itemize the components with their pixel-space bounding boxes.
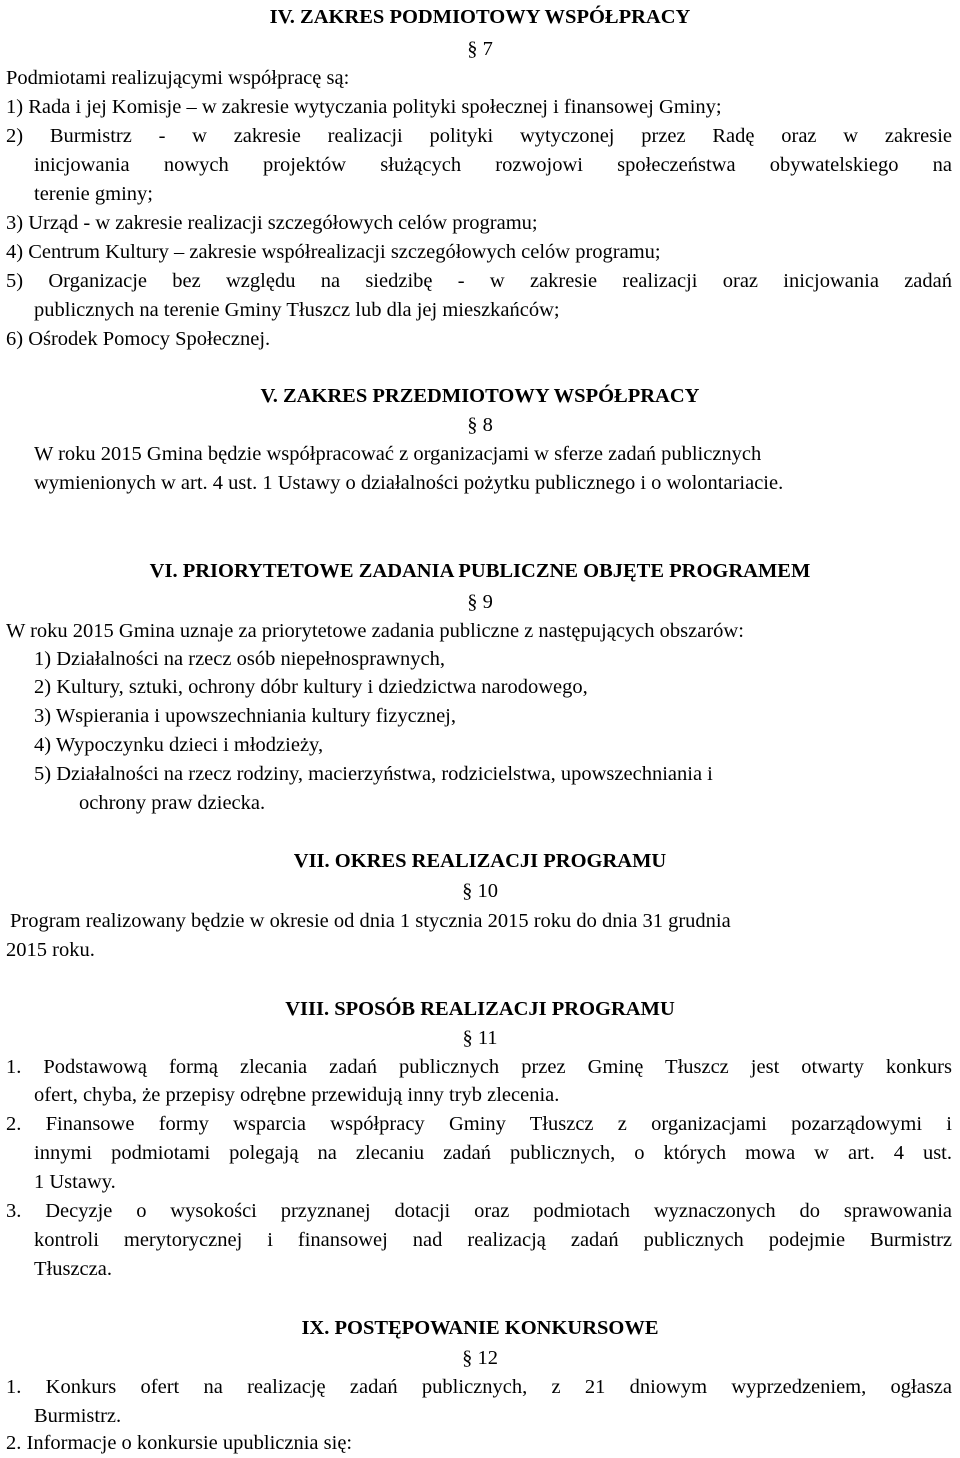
paragraph-9-number: § 9: [0, 588, 960, 617]
section-viii-text-line: 1 Ustawy.: [34, 1171, 116, 1193]
list-item-continuation: publicznych na terenie Gminy Tłuszcz lub dla jej mieszkańców;: [34, 299, 560, 321]
list-item-continuation: inicjowania nowych projektów służących rozwojowi społeczeństwa obywatelskiego na: [34, 154, 952, 176]
list-item: 1) Rada i jej Komisje – w zakresie wytyczania polityki społecznej i finansowej Gminy;: [6, 96, 722, 118]
section-vii-text-line: 2015 roku.: [6, 939, 95, 961]
section-viii-heading: VIII. SPOSÓB REALIZACJI PROGRAMU: [285, 998, 675, 1020]
paragraph-7-number: § 7: [0, 35, 960, 64]
list-item: 4) Centrum Kultury – zakresie współrealizacji szczegółowych celów programu;: [6, 241, 661, 263]
list-item: 1) Działalności na rzecz osób niepełnosprawnych,: [34, 648, 445, 670]
list-item: 6) Ośrodek Pomocy Społecznej.: [6, 328, 271, 350]
paragraph-12-number: § 12: [0, 1344, 960, 1373]
section-vi-intro: W roku 2015 Gmina uznaje za priorytetowe zadania publiczne z następujących obszarów:: [6, 620, 744, 642]
paragraph-10-number: § 10: [0, 877, 960, 906]
section-viii-text-line: 2. Finansowe formy wsparcia współpracy Gminy Tłuszcz z organizacjami pozarządowymi i: [6, 1113, 952, 1135]
section-iv-intro: Podmiotami realizującymi współpracę są:: [6, 67, 350, 89]
section-iv-heading: IV. ZAKRES PODMIOTOWY WSPÓŁPRACY: [269, 6, 691, 28]
section-viii-text-line: ofert, chyba, że przepisy odrębne przewidują inny tryb zlecenia.: [34, 1084, 560, 1106]
list-item: 2) Kultury, sztuki, ochrony dóbr kultury i dziedzictwa narodowego,: [34, 676, 588, 698]
section-v-text-line: W roku 2015 Gmina będzie współpracować z organizacjami w sferze zadań publicznych: [34, 443, 762, 465]
paragraph-11-number: § 11: [0, 1024, 960, 1053]
section-v-text-line: wymienionych w art. 4 ust. 1 Ustawy o działalności pożytku publicznego i o wolontariacie.: [34, 472, 784, 494]
section-vii-text-line: Program realizowany będzie w okresie od dnia 1 stycznia 2015 roku do dnia 31 grudnia: [10, 910, 731, 932]
section-ix-text-line: Burmistrz.: [34, 1405, 122, 1427]
list-item: 2) Burmistrz - w zakresie realizacji polityki wytyczonej przez Radę oraz w zakresie: [6, 125, 952, 147]
list-item-continuation: terenie gminy;: [34, 183, 153, 205]
section-vi-heading: VI. PRIORYTETOWE ZADANIA PUBLICZNE OBJĘTE PROGRAMEM: [149, 560, 811, 582]
list-item: 3) Wspierania i upowszechniania kultury fizycznej,: [34, 705, 456, 727]
list-item: 5) Organizacje bez względu na siedzibę - w zakresie realizacji oraz inicjowania zadań: [6, 270, 952, 292]
list-item-continuation: ochrony praw dziecka.: [79, 792, 266, 814]
section-ix-text-line: 1. Konkurs ofert na realizację zadań publicznych, z 21 dniowym wyprzedzeniem, ogłasza: [6, 1376, 952, 1398]
list-item: 3) Urząd - w zakresie realizacji szczegółowych celów programu;: [6, 212, 538, 234]
section-viii-text-line: 3. Decyzje o wysokości przyznanej dotacji oraz podmiotach wyznaczonych do sprawowania: [6, 1200, 952, 1222]
section-vii-heading: VII. OKRES REALIZACJI PROGRAMU: [293, 850, 667, 872]
section-v-heading: V. ZAKRES PRZEDMIOTOWY WSPÓŁPRACY: [260, 385, 700, 407]
section-viii-text-line: 1. Podstawową formą zlecania zadań publicznych przez Gminę Tłuszcz jest otwarty konkurs: [6, 1056, 952, 1078]
section-ix-text-line: 2. Informacje o konkursie upublicznia się:: [6, 1432, 353, 1454]
section-ix-heading: IX. POSTĘPOWANIE KONKURSOWE: [301, 1317, 659, 1339]
section-viii-text-line: kontroli merytorycznej i finansowej nad realizacją zadań publicznych podejmie Burmistrz: [34, 1229, 952, 1251]
list-item: 5) Działalności na rzecz rodziny, macierzyństwa, rodzicielstwa, upowszechniania i: [34, 763, 713, 785]
section-viii-text-line: innymi podmiotami polegają na zlecaniu zadań publicznych, o których mowa w art. 4 ust.: [34, 1142, 952, 1164]
paragraph-8-number: § 8: [0, 411, 960, 440]
section-viii-text-line: Tłuszcza.: [34, 1258, 112, 1280]
list-item: 4) Wypoczynku dzieci i młodzieży,: [34, 734, 324, 756]
